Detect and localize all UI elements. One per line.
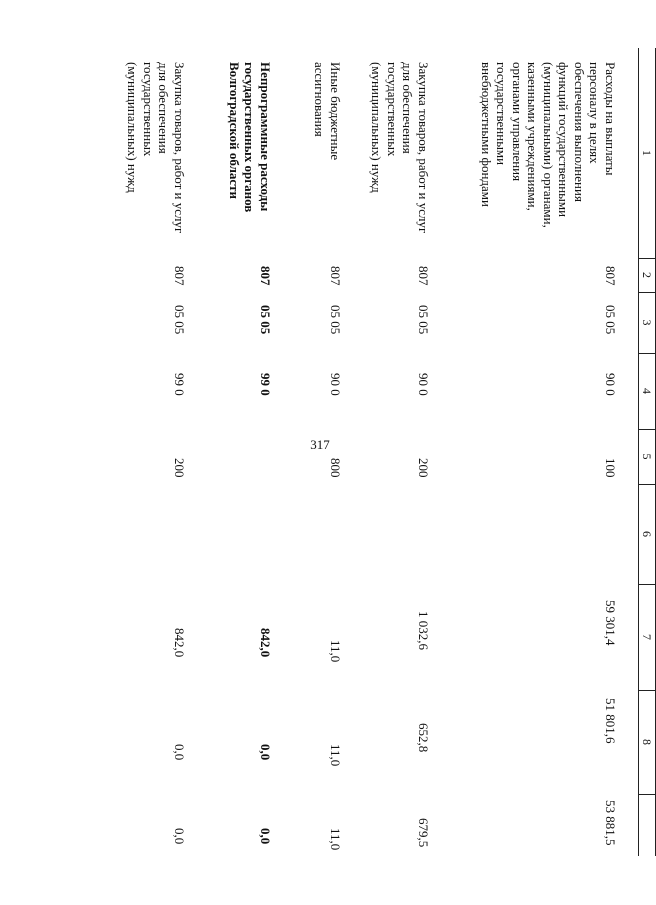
- row-3-col-4: 90 0: [328, 373, 343, 396]
- row-2-name: Закупка товаров, работ и услуг для обеспечения государственных (муниципальных) нужд: [369, 62, 431, 234]
- row-4-col-4: 99 0: [258, 373, 273, 396]
- row-2-col-8: 679,5: [416, 818, 431, 848]
- row-2-col-4: 90 0: [416, 373, 431, 396]
- header-separator: [639, 794, 656, 795]
- row-2-col-7: 652,8: [416, 723, 431, 753]
- header-col-5: 5: [640, 453, 654, 460]
- row-4-col-7: 0,0: [258, 744, 273, 761]
- row-5-col-8: 0,0: [172, 828, 187, 845]
- row-2-col-3: 05 05: [416, 305, 431, 335]
- row-5-col-6: 842,0: [172, 628, 187, 658]
- row-2-col-6: 1 032,6: [416, 611, 431, 650]
- row-2-col-2: 807: [416, 266, 431, 286]
- row-5-col-5: 200: [172, 458, 187, 478]
- row-3-col-5: 800: [328, 458, 343, 478]
- header-col-8: 8: [640, 739, 654, 745]
- row-4-col-6: 842,0: [258, 628, 273, 658]
- row-1-col-2: 807: [603, 266, 618, 286]
- header-col-6: 6: [640, 531, 654, 537]
- row-3-col-2: 807: [328, 266, 343, 286]
- row-4-col-2: 807: [258, 266, 273, 286]
- row-1-col-5: 100: [603, 458, 618, 478]
- row-1-name: Расходы на выплаты персоналу в целях обеспечения выполнения функций государственными (муниципальными) органами, казенными учреждениями, органами управления государственными внебюджетными фондами: [479, 62, 618, 228]
- row-5-name: Закупка товаров, работ и услуг для обеспечения государственных (муниципальных) нужд: [125, 62, 187, 234]
- row-5-col-4: 99 0: [172, 373, 187, 396]
- header-col-1: 1: [640, 150, 654, 156]
- header-col-4: 4: [640, 388, 654, 394]
- row-3-col-3: 05 05: [328, 305, 343, 335]
- row-1-col-4: 90 0: [603, 373, 618, 396]
- row-1-col-6: 59 301,4: [603, 600, 618, 646]
- row-3-col-7: 11,0: [328, 744, 343, 767]
- page-number: 317: [310, 437, 330, 452]
- header-bottom-rule: [638, 48, 639, 856]
- row-4-col-3: 05 05: [258, 305, 273, 335]
- row-4-name: Непрограммные расходы государственных органов Волгоградской области: [227, 62, 273, 213]
- row-1-col-7: 51 801,6: [603, 698, 618, 744]
- row-2-col-5: 200: [416, 458, 431, 478]
- row-3-col-6: 11,0: [328, 640, 343, 663]
- row-3-col-8: 11,0: [328, 828, 343, 851]
- header-col-7: 7: [640, 634, 654, 640]
- header-col-2: 2: [640, 272, 654, 278]
- row-3-name: Иные бюджетные ассигнования: [312, 62, 343, 161]
- budget-table: [76, 48, 656, 856]
- row-4-col-8: 0,0: [258, 828, 273, 845]
- row-5-col-2: 807: [172, 266, 187, 286]
- row-1-col-8: 53 881,5: [603, 800, 618, 846]
- row-1-col-3: 05 05: [603, 305, 618, 335]
- row-5-col-3: 05 05: [172, 305, 187, 335]
- row-5-col-7: 0,0: [172, 744, 187, 761]
- header-col-3: 3: [640, 319, 654, 326]
